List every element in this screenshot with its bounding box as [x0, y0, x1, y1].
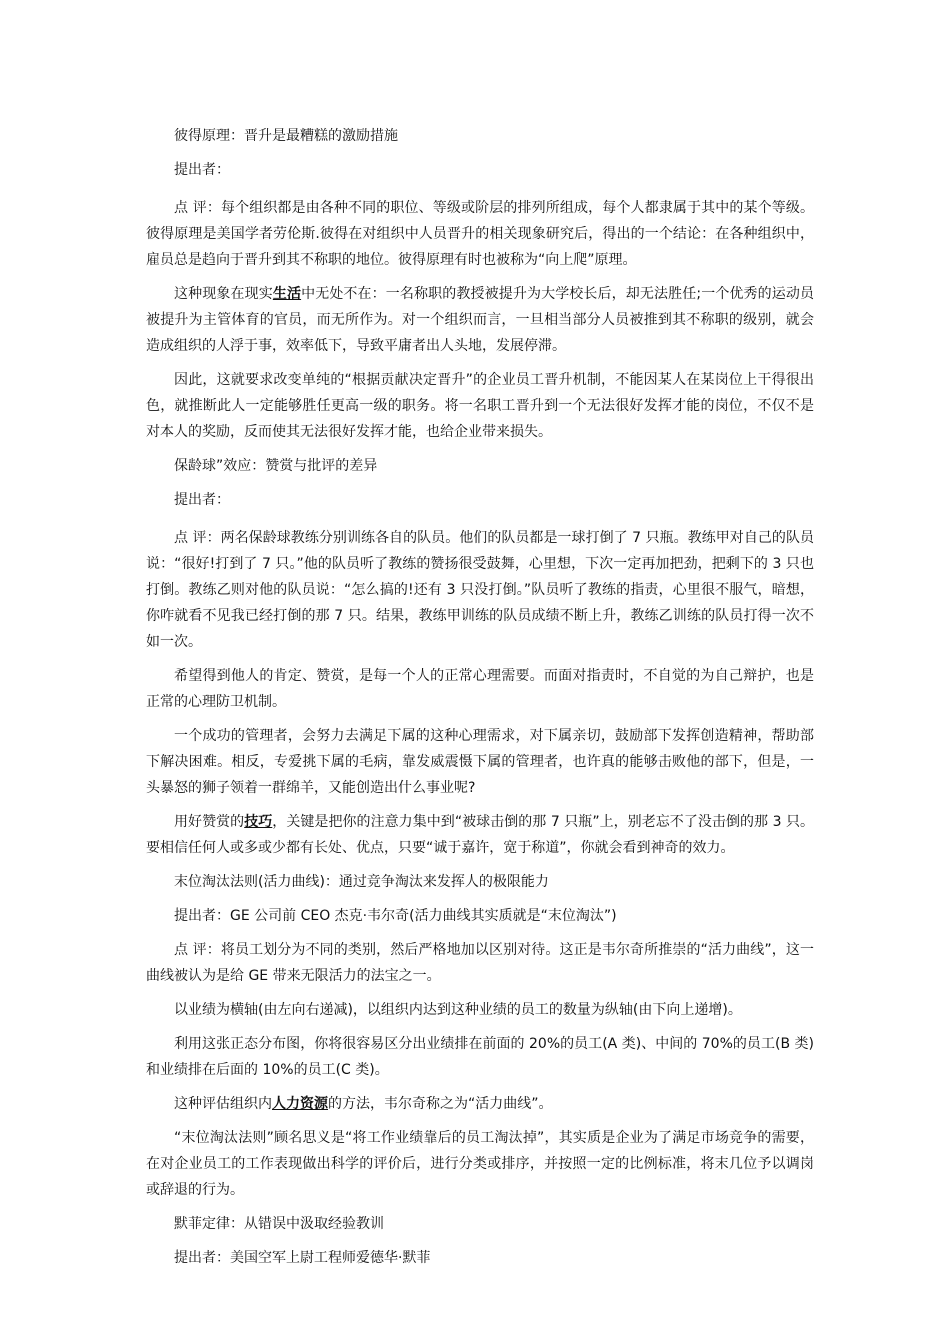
paragraph: 点 评：将员工划分为不同的类别，然后严格地加以区别对待。这正是韦尔奇所推崇的“活力曲线”，这一曲线被认为是给 GE 带来无限活力的法宝之一。 — [146, 942, 814, 984]
document-body — [146, 123, 814, 1279]
keyword-link[interactable]: 技巧 — [244, 814, 273, 830]
paragraph: 保龄球”效应：赞赏与批评的差异 — [174, 458, 378, 474]
paragraph: 以业绩为横轴(由左向右递减)，以组织内达到这种业绩的员工的数量为纵轴(由下向上递增)。 — [174, 1002, 742, 1018]
paragraph: 一个成功的管理者，会努力去满足下属的这种心理需求，对下属亲切，鼓励部下发挥创造精神，帮助部下解决困难。相反，专爱挑下属的毛病，靠发威震慑下属的管理者，也许真的能够击败他的部下，但是，一头暴怒的狮子领着一群绵羊，又能创造出什么事业呢? — [146, 728, 814, 796]
paragraph: 末位淘汰法则(活力曲线)：通过竞争淘汰来发挥人的极限能力 — [174, 874, 549, 890]
paragraph: 希望得到他人的肯定、赞赏，是每一个人的正常心理需要。而面对指责时，不自觉的为自己辩护，也是正常的心理防卫机制。 — [146, 668, 814, 710]
keyword-link[interactable]: 人力资源 — [272, 1096, 328, 1112]
paragraph: “末位淘汰法则”顾名思义是“将工作业绩靠后的员工淘汰掉”，其实质是企业为了满足市场竞争的需要，在对企业员工的工作表现做出科学的评价后，进行分类或排序，并按照一定的比例标准，将末几位予以调岗或辞退的行为。 — [146, 1130, 814, 1198]
paragraph: 提出者： — [174, 492, 230, 508]
paragraph: 这种现象在现实生活中无处不在：一名称职的教授被提升为大学校长后，却无法胜任;一个优秀的运动员被提升为主管体育的官员，而无所作为。对一个组织而言，一旦相当部分人员被推到其不称职的级别，就会造成组织的人浮于事，效率低下，导致平庸者出人头地，发展停滞。 — [146, 286, 815, 354]
keyword-link[interactable]: 生活 — [272, 286, 302, 302]
paragraph: 用好赞赏的技巧，关键是把你的注意力集中到“被球击倒的那 7 只瓶”上，别老忘不了没击倒的那 3 只。要相信任何人或多或少都有长处、优点，只要“诚于嘉许，宽于称道”，你就会看到神奇的效力。 — [146, 814, 815, 856]
paragraph: 点 评：两名保龄球教练分别训练各自的队员。他们的队员都是一球打倒了 7 只瓶。教练甲对自己的队员说：“很好!打到了 7 只。”他的队员听了教练的赞扬很受鼓舞，心里想，下次一定再加把劲，把剩下的 3 只也打倒。教练乙则对他的队员说：“怎么搞的!还有 3 只没打倒。”队员听了教练的指责，心里很不服气，暗想，你咋就看不见我已经打倒的那 7 只。结果，教练甲训练的队员成绩不断上升，教练乙训练的队员打得一次不如一次。 — [146, 530, 814, 650]
paragraph: 因此，这就要求改变单纯的“根据贡献决定晋升”的企业员工晋升机制，不能因某人在某岗位上干得很出色，就推断此人一定能够胜任更高一级的职务。将一名职工晋升到一个无法很好发挥才能的岗位，不仅不是对本人的奖励，反而使其无法很好发挥才能，也给企业带来损失。 — [146, 372, 814, 440]
paragraph: 提出者：美国空军上尉工程师爱德华·默菲 — [174, 1250, 431, 1266]
paragraph: 提出者： — [174, 162, 230, 178]
paragraph: 点 评：每个组织都是由各种不同的职位、等级或阶层的排列所组成，每个人都隶属于其中的某个等级。彼得原理是美国学者劳伦斯.彼得在对组织中人员晋升的相关现象研究后，得出的一个结论：在各种组织中，雇员总是趋向于晋升到其不称职的地位。彼得原理有时也被称为“向上爬”原理。 — [146, 200, 814, 268]
paragraph: 这种评估组织内人力资源的方法，韦尔奇称之为“活力曲线”。 — [174, 1096, 553, 1112]
paragraph: 提出者：GE 公司前 CEO 杰克·韦尔奇(活力曲线其实质就是“末位淘汰”) — [174, 908, 617, 924]
paragraph: 彼得原理：晋升是最糟糕的激励措施 — [174, 128, 398, 144]
paragraph: 利用这张正态分布图，你将很容易区分出业绩排在前面的 20%的员工(A 类)、中间的 70%的员工(B 类)和业绩排在后面的 10%的员工(C 类)。 — [146, 1036, 814, 1078]
paragraph: 默菲定律：从错误中汲取经验教训 — [174, 1216, 384, 1232]
